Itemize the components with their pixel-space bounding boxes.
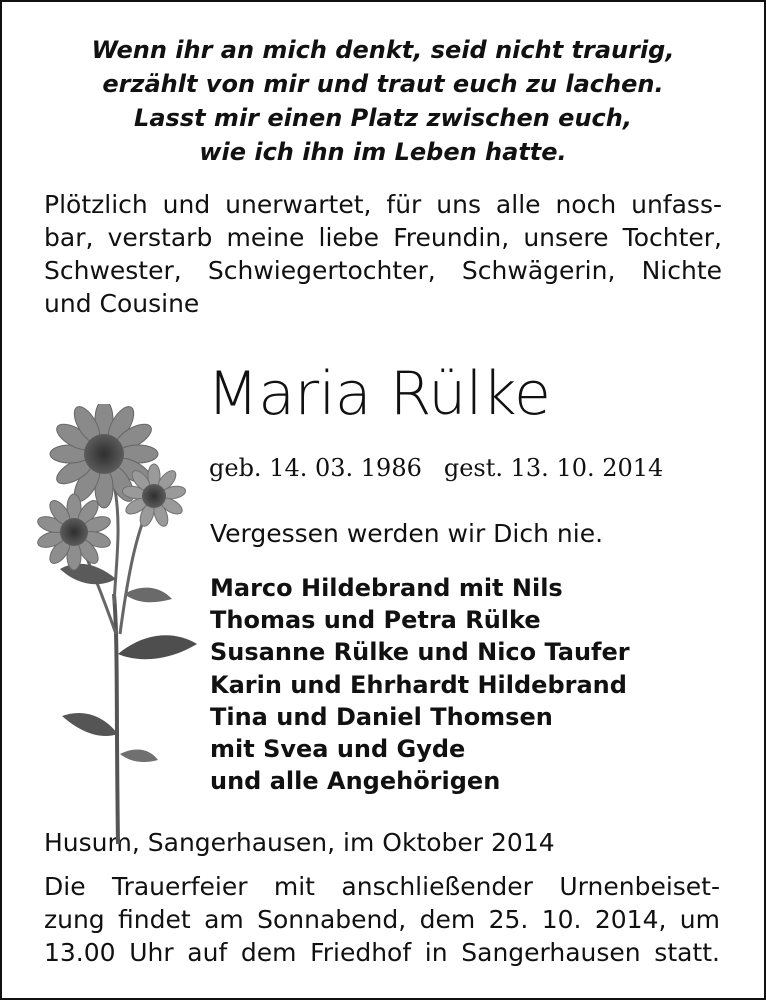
- funeral-info: [44, 870, 720, 969]
- place-date: Husum, Sangerhausen, im Oktober 2014: [44, 828, 555, 857]
- motto: Vergessen werden wir Dich nie.: [210, 519, 604, 548]
- intro-line: Plötzlich und unerwartet, für uns alle noch unfass-: [44, 190, 722, 219]
- birth-date: geb. 14. 03. 1986: [209, 454, 422, 482]
- intro-text: [44, 188, 722, 320]
- poem-line: Wenn ihr an mich denkt, seid nicht traurig,: [91, 36, 675, 64]
- death-date: gest. 13. 10. 2014: [443, 454, 664, 482]
- mourner-line: Thomas und Petra Rülke: [210, 606, 541, 635]
- mourner-line: Marco Hildebrand mit Nils: [210, 574, 563, 602]
- poem-line: erzählt von mir und traut euch zu lachen.: [102, 70, 664, 98]
- poem-line: Lasst mir einen Platz zwischen euch,: [134, 104, 632, 132]
- funeral-line: 13.00 Uhr auf dem Friedhof in Sangerhausen statt.: [44, 938, 720, 967]
- mourner-line: Susanne Rülke und Nico Taufer: [210, 638, 630, 667]
- poem: [2, 33, 764, 169]
- mourner-line: Karin und Ehrhardt Hildebrand: [210, 670, 627, 699]
- funeral-line: Die Trauerfeier mit anschließender Urnenbeiset-: [44, 872, 720, 901]
- mourner-line: mit Svea und Gyde: [210, 735, 466, 764]
- deceased-name: Maria Rülke: [207, 359, 551, 429]
- mourner-line: Tina und Daniel Thomsen: [210, 702, 553, 731]
- life-dates: [209, 452, 663, 484]
- intro-line: bar, verstarb meine liebe Freundin, unsere Tochter,: [44, 223, 722, 252]
- mourners-list: [210, 572, 630, 797]
- sunflower-image: [32, 404, 202, 844]
- intro-line: und Cousine: [44, 289, 200, 318]
- funeral-line: zung findet am Sonnabend, dem 25. 10. 2014, um: [44, 905, 720, 934]
- intro-line: Schwester, Schwiegertochter, Schwägerin, Nichte: [44, 256, 722, 285]
- poem-line: wie ich ihn im Leben hatte.: [199, 138, 567, 166]
- mourner-line: und alle Angehörigen: [210, 767, 501, 796]
